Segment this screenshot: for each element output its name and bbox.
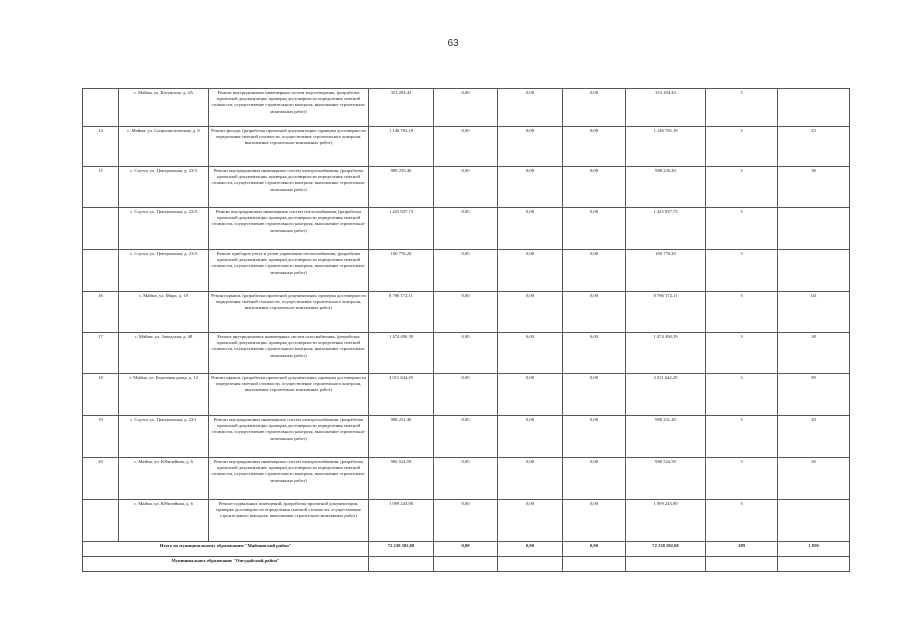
cell-address: с. Майма, ул. Катунская, д. 4А — [119, 89, 209, 127]
cell-c1: 0,00 — [434, 208, 498, 250]
cell-c2: 0,00 — [498, 374, 563, 416]
cell-num — [83, 208, 119, 250]
cell-amount: 100 776,20 — [626, 250, 706, 292]
cell-c1: 0,00 — [434, 167, 498, 208]
empty-cell — [626, 557, 706, 572]
cell-total: 986 524,59 — [369, 458, 434, 500]
cell-total: 1 146 765,18 — [369, 127, 434, 167]
table-row — [83, 292, 850, 333]
cell-work: Ремонт внутридомовых инженерных систем водоотведения, (разработка проектной документации, проверка достоверности определения сметной стоимости, осуществление строительного контроля, выполнение строительно-монтажных работ) — [209, 89, 369, 127]
cell-year: 3 — [706, 500, 778, 542]
cell-c2: 0,00 — [498, 416, 563, 458]
cell-total: 8 786 172,11 — [369, 292, 434, 333]
cell-last: 30 — [778, 458, 850, 500]
cell-num: 20 — [83, 458, 119, 500]
total-cell-c1: 0,00 — [434, 542, 498, 557]
cell-amount: 1 099 243,90 — [626, 500, 706, 542]
empty-cell — [369, 557, 434, 572]
cell-amount: 4 011 644,29 — [626, 374, 706, 416]
cell-work: Ремонт внутридомовых инженерных систем электроснабжения, (разработка проектной документации, проверка достоверности определения сметной стоимости, осуществление строительного контроля, выполнение строительно-монтажных работ) — [209, 458, 369, 500]
empty-cell — [778, 557, 850, 572]
table-row — [83, 374, 850, 416]
cell-c3: 0,00 — [563, 374, 626, 416]
cell-total: 353 294,43 — [369, 89, 434, 127]
cell-c1: 0,00 — [434, 416, 498, 458]
total-cell-amount: 72 230 502,68 — [626, 542, 706, 557]
cell-year: 3 — [706, 374, 778, 416]
cell-last: 38 — [778, 167, 850, 208]
cell-c3: 0,00 — [563, 500, 626, 542]
cell-address: с. Майма, ул. Юбилейная, д. 6 — [119, 458, 209, 500]
total-cell-c2: 0,00 — [498, 542, 563, 557]
cell-year: 3 — [706, 250, 778, 292]
table-row — [83, 250, 850, 292]
cell-work: Ремонт внутридомовых инженерных систем газоснабжения, (разработка проектной документации, проверка достоверности определения сметной стоимости, осуществление строительного контроля, выполнение строительно-монтажных работ) — [209, 333, 369, 374]
cell-c3: 0,00 — [563, 458, 626, 500]
cell-c3: 0,00 — [563, 250, 626, 292]
cell-c2: 0,00 — [498, 500, 563, 542]
table-row — [83, 167, 850, 208]
table-row — [83, 333, 850, 374]
cell-c1: 0,00 — [434, 89, 498, 127]
cell-address: с. Соузга, ул. Центральная, д. 23/3 — [119, 167, 209, 208]
cell-amount: 1 146 765,18 — [626, 127, 706, 167]
cell-year: 3 — [706, 127, 778, 167]
cell-address: с. Соузга, ул. Центральная, д. 23/1 — [119, 416, 209, 458]
cell-c3: 0,00 — [563, 416, 626, 458]
cell-total: 1 474 490,39 — [369, 333, 434, 374]
total-cell-year: 189 — [706, 542, 778, 557]
cell-num: 17 — [83, 333, 119, 374]
cell-amount: 988 231,40 — [626, 416, 706, 458]
cell-work: Ремонт крыши, (разработка проектной документации, проверка достоверности определения сметной стоимости, осуществление строительного контроля, выполнение строительно-монтажных работ) — [209, 374, 369, 416]
cell-num: 19 — [83, 416, 119, 458]
empty-cell — [706, 557, 778, 572]
cell-last — [778, 208, 850, 250]
cell-total: 1 099 243,90 — [369, 500, 434, 542]
cell-address: с. Соузга, ул. Центральная, д. 23/3 — [119, 208, 209, 250]
cell-num: 14 — [83, 127, 119, 167]
cell-year: 3 — [706, 416, 778, 458]
cell-last — [778, 250, 850, 292]
cell-year: 3 — [706, 458, 778, 500]
cell-address: с. Майма, ул. Социалистическая, д. 9 — [119, 127, 209, 167]
cell-year: 3 — [706, 89, 778, 127]
cell-c1: 0,00 — [434, 250, 498, 292]
cell-amount: 1 474 490,39 — [626, 333, 706, 374]
cell-last: 38 — [778, 333, 850, 374]
cell-c3: 0,00 — [563, 333, 626, 374]
municipality-label: Муниципальное образование "Онгудайский район" — [83, 557, 369, 572]
page-number: 63 — [447, 38, 459, 49]
cell-work: Ремонт крыши, (разработка проектной документации, проверка достоверности определения сметной стоимости, осуществление строительного контроля, выполнение строительно-монтажных работ) — [209, 292, 369, 333]
table-row — [83, 416, 850, 458]
cell-total: 988 231,40 — [369, 416, 434, 458]
repair-program-table — [82, 88, 850, 572]
cell-c2: 0,00 — [498, 208, 563, 250]
cell-c1: 0,00 — [434, 500, 498, 542]
cell-total: 988 235,40 — [369, 167, 434, 208]
cell-c2: 0,00 — [498, 250, 563, 292]
cell-c2: 0,00 — [498, 127, 563, 167]
table-row — [83, 500, 850, 542]
cell-c3: 0,00 — [563, 292, 626, 333]
table-row — [83, 458, 850, 500]
cell-c2: 0,00 — [498, 292, 563, 333]
cell-c3: 0,00 — [563, 89, 626, 127]
cell-last — [778, 500, 850, 542]
cell-work: Ремонт подвальных помещений, (разработка проектной документации, проверка достоверности определения сметной стоимости, осуществление строительного контроля, выполнение строительно-монтажных работ) — [209, 500, 369, 542]
cell-c2: 0,00 — [498, 89, 563, 127]
table-row — [83, 89, 850, 127]
cell-num: 15 — [83, 167, 119, 208]
cell-work: Ремонт фасада, (разработка проектной документации, проверка достоверности определения сметной стоимости, осуществление строительного контроля, выполнение строительно-монтажных работ) — [209, 127, 369, 167]
cell-num: 18 — [83, 374, 119, 416]
cell-last: 23 — [778, 127, 850, 167]
cell-num — [83, 89, 119, 127]
cell-c1: 0,00 — [434, 292, 498, 333]
cell-num — [83, 250, 119, 292]
cell-address: с. Майма, ул. Заводская, д. 48 — [119, 333, 209, 374]
total-row — [83, 542, 850, 557]
cell-last: 89 — [778, 374, 850, 416]
cell-last — [778, 89, 850, 127]
table-row — [83, 127, 850, 167]
cell-amount: 1 425 837,73 — [626, 208, 706, 250]
total-row-label: Итого по муниципальному образованию "Майминский район" — [83, 542, 369, 557]
cell-c1: 0,00 — [434, 374, 498, 416]
cell-c2: 0,00 — [498, 167, 563, 208]
table-body — [83, 89, 850, 572]
cell-amount: 986 524,59 — [626, 458, 706, 500]
cell-amount: 8 786 172,11 — [626, 292, 706, 333]
cell-year: 3 — [706, 208, 778, 250]
cell-amount: 988 235,40 — [626, 167, 706, 208]
table-row — [83, 208, 850, 250]
cell-c1: 0,00 — [434, 458, 498, 500]
cell-amount: 353 294,43 — [626, 89, 706, 127]
cell-c2: 0,00 — [498, 458, 563, 500]
cell-year: 3 — [706, 333, 778, 374]
cell-total: 100 776,20 — [369, 250, 434, 292]
total-cell-c3: 0,00 — [563, 542, 626, 557]
total-cell-total: 72 230 502,68 — [369, 542, 434, 557]
cell-last: 29 — [778, 416, 850, 458]
cell-work: Ремонт внутридомовых инженерных систем электроснабжения, (разработка проектной документации, проверка достоверности определения сметной стоимости, осуществление строительного контроля, выполнение строительно-монтажных работ) — [209, 167, 369, 208]
total-cell-last: 1 050 — [778, 542, 850, 557]
cell-year: 3 — [706, 292, 778, 333]
cell-work: Ремонт внутридомовых инженерных систем электроснабжения, (разработка проектной документации, проверка достоверности определения сметной стоимости, осуществление строительного контроля, выполнение строительно-монтажных работ) — [209, 416, 369, 458]
empty-cell — [563, 557, 626, 572]
cell-last: 141 — [778, 292, 850, 333]
cell-address: с. Майма, ул. Мира, д. 10 — [119, 292, 209, 333]
cell-work: Ремонт внутридомовых инженерных систем теплоснабжения, (разработка проектной документации, проверка достоверности определения сметной стоимости, осуществление строительного контроля, выполнение строительно-монтажных работ) — [209, 208, 369, 250]
cell-c2: 0,00 — [498, 333, 563, 374]
cell-address: с. Майма, ул. Березовая роща, д. 12 — [119, 374, 209, 416]
cell-c1: 0,00 — [434, 127, 498, 167]
empty-cell — [498, 557, 563, 572]
cell-work: Ремонт приборов учета и узлов управления теплоснабжения, (разработка проектной документации, проверка достоверности определения сметной стоимости, осуществление строительного контроля, выполнение строительно-монтажных работ) — [209, 250, 369, 292]
cell-total: 1 425 837,73 — [369, 208, 434, 250]
cell-address: с. Соузга, ул. Центральная, д. 23/3 — [119, 250, 209, 292]
cell-num: 16 — [83, 292, 119, 333]
cell-total: 4 011 644,29 — [369, 374, 434, 416]
cell-year: 3 — [706, 167, 778, 208]
municipality-row — [83, 557, 850, 572]
cell-c3: 0,00 — [563, 127, 626, 167]
empty-cell — [434, 557, 498, 572]
cell-c1: 0,00 — [434, 333, 498, 374]
cell-address: с. Майма, ул. Юбилейная, д. 6 — [119, 500, 209, 542]
cell-c3: 0,00 — [563, 167, 626, 208]
cell-c3: 0,00 — [563, 208, 626, 250]
cell-num — [83, 500, 119, 542]
